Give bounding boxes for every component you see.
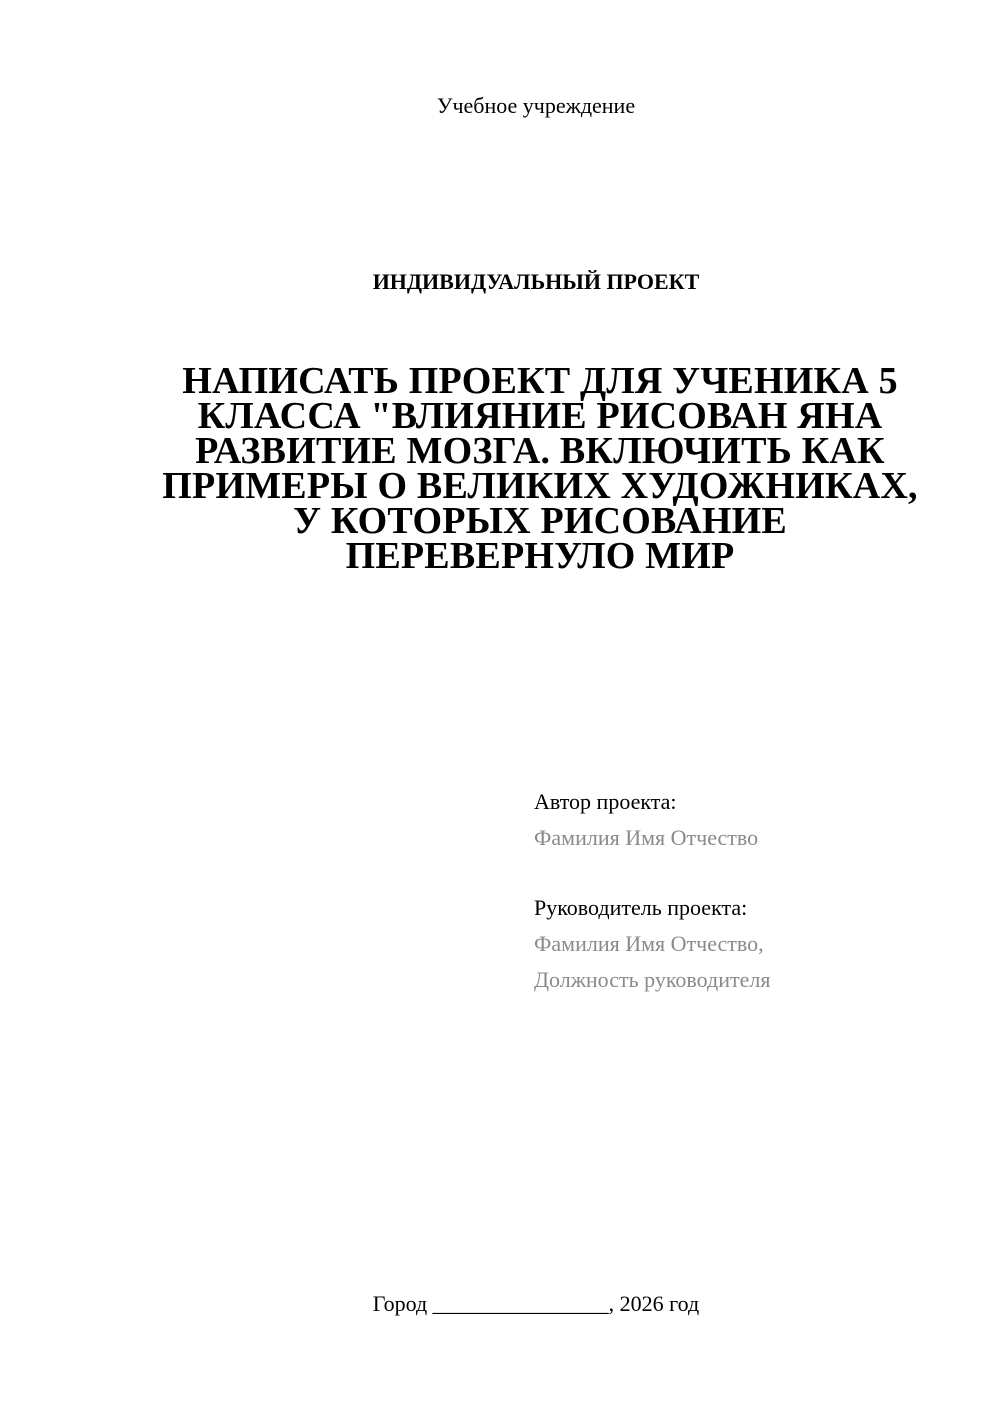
author-name: Фамилия Имя Отчество <box>534 825 759 850</box>
project-title-line: ПРИМЕРЫ О ВЕЛИКИХ ХУДОЖНИКАХ, <box>162 465 918 507</box>
institution-name: Учебное учреждение <box>436 93 636 118</box>
supervisor-name: Фамилия Имя Отчество, <box>534 931 764 956</box>
author-label: Автор проекта: <box>534 789 677 814</box>
project-title-line: НАПИСАТЬ ПРОЕКТ ДЛЯ УЧЕНИКА 5 <box>182 360 898 402</box>
project-title-line: КЛАССА "ВЛИЯНИЕ РИСОВАН ЯНА <box>197 395 883 437</box>
supervisor-position: Должность руководителя <box>534 967 771 992</box>
supervisor-label: Руководитель проекта: <box>534 895 748 920</box>
project-title-line: ПЕРЕВЕРНУЛО МИР <box>345 535 735 577</box>
project-title-line: У КОТОРЫХ РИСОВАНИЕ <box>293 500 787 542</box>
project-type-heading: ИНДИВИДУАЛЬНЫЙ ПРОЕКТ <box>372 269 700 294</box>
city-year-line: Город ________________, 2026 год <box>372 1291 700 1316</box>
project-title <box>140 360 940 577</box>
project-title-line: РАЗВИТИЕ МОЗГА. ВКЛЮЧИТЬ КАК <box>195 430 885 472</box>
